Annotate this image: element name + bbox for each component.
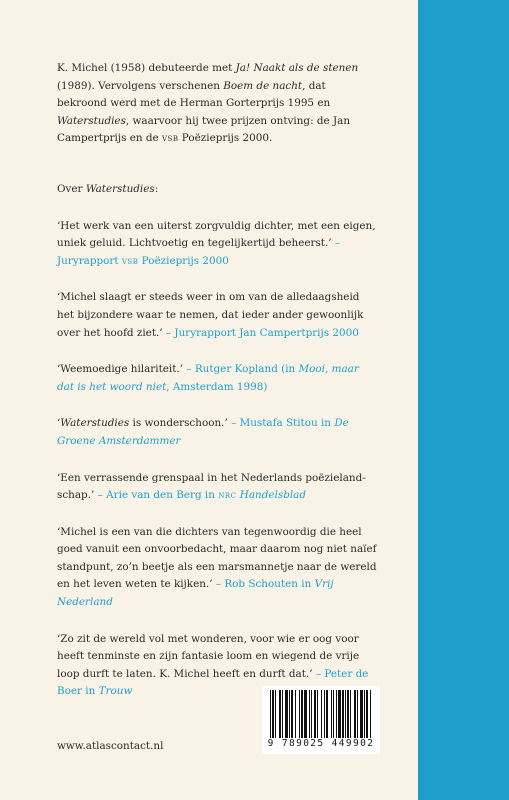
barcode (262, 686, 380, 754)
barcode-bar (299, 690, 300, 738)
barcode-bar (357, 690, 358, 738)
barcode-bar (354, 690, 356, 738)
barcode-bar (370, 690, 371, 738)
barcode-bar (350, 690, 351, 738)
publisher-url[interactable]: www.atlascontact.nl (57, 740, 164, 752)
reviews-heading: Over Waterstudies: (57, 182, 159, 195)
quote-source: – Peter de Boer in Trouw (57, 667, 369, 698)
barcode-bar (309, 690, 310, 738)
barcode-bar (272, 690, 274, 738)
quote-source: – Rob Schouten in Vrij Nederland (57, 578, 334, 609)
barcode-bar (314, 690, 316, 738)
barcode-bar (326, 690, 328, 738)
barcode-bar (304, 690, 307, 738)
barcode-bar (270, 690, 271, 738)
barcode-bar (360, 690, 363, 738)
barcode-bar (331, 690, 332, 738)
quote-3: ‘Weemoedige hilariteit.’ – Rutger Kopland (in Mooi, maar dat is het woord niet, Amsterdam 1998) (57, 363, 359, 393)
quote-5: ‘Een verrassende grenspaal in het Nederlands poëzieland-schap.’ – Arie van den Berg in nrc Handelsblad (57, 471, 366, 502)
barcode-bar (366, 690, 368, 738)
barcode-bar (338, 690, 341, 738)
quote-6: ‘Michel is een van die dichters van tegenwoordig die heel goed vanuit een onvoorbedacht, maar daarom nog niet naïef standpunt, zo’n beetje als een marsmannetje naar de wereld en het leven weten te kijken.’ – Rob Schouten in Vrij Nederland (57, 525, 377, 609)
barcode-bar (342, 690, 344, 738)
back-cover-text (57, 60, 377, 720)
barcode-bar (345, 690, 346, 738)
barcode-bar (347, 690, 349, 738)
quote-1: ‘Het werk van een uiterst zorgvuldig dichter, met een eigen, uniek geluid. Lichtvoetig en tegelijkertijd beheerst.’ – Juryrapport vsb Poëzieprijs 2000 (57, 219, 376, 267)
author-bio: K. Michel (1958) debuteerde met Ja! Naakt als de stenen (1989). Vervolgens verschenen Boem de nacht, dat bekroond werd met de Herman Gorterprijs 1995 en Waterstudies, waarvoor hij twee prijzen ontving: de Jan Campertprijs en de vsb Poëzieprijs 2000. (57, 62, 359, 145)
barcode-bars (270, 690, 372, 738)
barcode-bar (311, 690, 312, 738)
quote-7: ‘Zo zit de wereld vol met wonderen, voor wie er oog voor heeft tenminste en zijn fantasie loom en wiegend de vrije loop durft te laten. K. Michel heeft en durft dat.’ – Peter de Boer in Trouw (57, 632, 369, 698)
quote-source: – Arie van den Berg in nrc Handelsblad (94, 489, 307, 502)
barcode-bar (324, 690, 325, 738)
barcode-bar (321, 690, 322, 738)
isbn-number: 9 789025 449902 (267, 738, 375, 749)
spine-band (418, 0, 509, 800)
barcode-bar (289, 690, 290, 738)
barcode-bar (317, 690, 318, 738)
barcode-bar (282, 690, 283, 738)
barcode-bar (333, 690, 334, 738)
barcode-bar (364, 690, 365, 738)
quote-source: – Juryrapport Jan Campertprijs 2000 (162, 326, 359, 339)
quote-source: – Juryrapport vsb Poëzieprijs 2000 (57, 237, 341, 267)
barcode-bar (275, 690, 276, 738)
barcode-bar (336, 690, 337, 738)
quote-4: ‘Waterstudies is wonderschoon.’ – Mustafa Stitou in De Groene Amsterdammer (57, 417, 349, 447)
barcode-bar (301, 690, 303, 738)
barcode-bar (279, 690, 281, 738)
barcode-bar (291, 690, 293, 738)
barcode-bar (295, 690, 296, 738)
quote-source: – Rutger Kopland (in Mooi, maar dat is het woord niet, Amsterdam 1998) (57, 363, 359, 393)
barcode-bar (285, 690, 288, 738)
quote-source: – Mustafa Stitou in De Groene Amsterdammer (57, 417, 349, 447)
quote-2: ‘Michel slaagt er steeds weer in om van de alledaagsheid het bijzondere waar te nemen, dat ieder ander gewoonlijk over het hoofd ziet.’ – Juryrapport Jan Campertprijs 2000 (57, 291, 364, 339)
